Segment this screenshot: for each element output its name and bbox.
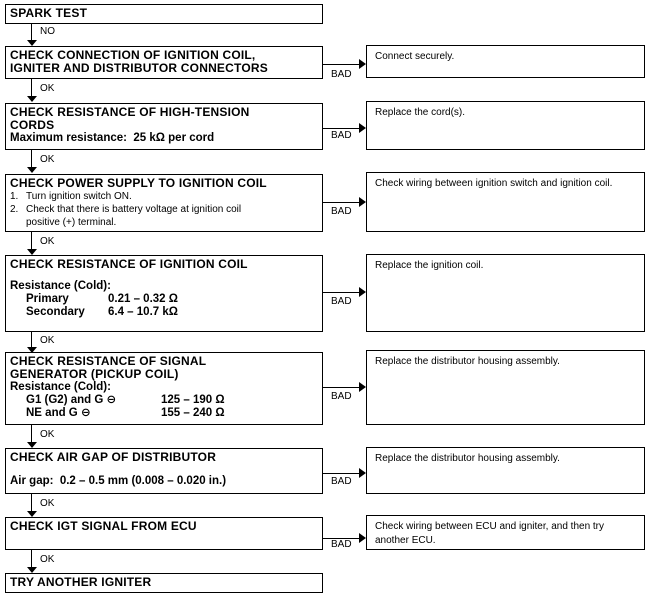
try-another-igniter-box bbox=[5, 573, 323, 593]
ok-label: OK bbox=[40, 335, 55, 346]
ok-label: OK bbox=[40, 154, 55, 165]
action-text: Replace the distributor housing assembly. bbox=[375, 356, 560, 367]
step-check-connection bbox=[5, 46, 323, 79]
item-text: Check that there is battery voltage at ignition coil bbox=[26, 204, 242, 215]
spec-name: NE and G ⊖ bbox=[26, 407, 91, 419]
action-box bbox=[366, 172, 645, 232]
spec-value: 25 kΩ per cord bbox=[133, 132, 215, 144]
spec-label: Maximum resistance: bbox=[10, 132, 127, 144]
bad-connector-line bbox=[323, 292, 359, 293]
bad-label: BAD bbox=[331, 206, 352, 217]
connector-line bbox=[31, 425, 32, 442]
arrow-right-icon bbox=[359, 123, 366, 133]
step-title-line: CHECK AIR GAP OF DISTRIBUTOR bbox=[10, 450, 217, 464]
spec-name: G1 (G2) and G ⊖ bbox=[26, 394, 117, 406]
bad-connector-line bbox=[323, 128, 359, 129]
arrow-right-icon bbox=[359, 59, 366, 69]
step-check-power-supply bbox=[5, 174, 323, 232]
connector-line bbox=[31, 550, 32, 567]
spec-label: Air gap: bbox=[10, 475, 54, 487]
item-number: 2. bbox=[10, 204, 19, 215]
arrow-right-icon bbox=[359, 468, 366, 478]
bad-label: BAD bbox=[331, 476, 352, 487]
item-text: Turn ignition switch ON. bbox=[26, 191, 132, 202]
step-title-line: CHECK RESISTANCE OF SIGNAL bbox=[10, 354, 207, 368]
arrow-right-icon bbox=[359, 382, 366, 392]
spec-value: 0.2 – 0.5 mm (0.008 – 0.020 in.) bbox=[59, 475, 227, 487]
connector-line bbox=[31, 150, 32, 167]
spec-value: 6.4 – 10.7 kΩ bbox=[108, 306, 178, 318]
bad-connector-line bbox=[323, 387, 359, 388]
spec-value: 155 – 240 Ω bbox=[161, 407, 225, 419]
arrow-right-icon bbox=[359, 533, 366, 543]
spark-test-box bbox=[5, 4, 323, 24]
step-title-line: CHECK POWER SUPPLY TO IGNITION COIL bbox=[10, 176, 267, 190]
step-title-line: GENERATOR (PICKUP COIL) bbox=[10, 367, 179, 381]
step-title-line: CORDS bbox=[10, 118, 55, 132]
ok-label: OK bbox=[40, 429, 55, 440]
ok-label: OK bbox=[40, 83, 55, 94]
bad-connector-line bbox=[323, 64, 359, 65]
spark-test-title: SPARK TEST bbox=[10, 6, 88, 20]
bad-label: BAD bbox=[331, 296, 352, 307]
bad-label: BAD bbox=[331, 539, 352, 550]
step-check-igt-signal bbox=[5, 517, 323, 550]
spec-value: 0.21 – 0.32 Ω bbox=[108, 293, 178, 305]
action-text: Replace the distributor housing assembly. bbox=[375, 453, 560, 464]
action-text: Replace the ignition coil. bbox=[375, 260, 484, 271]
step-title-line: CHECK CONNECTION OF IGNITION COIL, bbox=[10, 48, 256, 62]
spec-heading: Resistance (Cold): bbox=[10, 280, 111, 292]
arrow-down-icon bbox=[27, 96, 37, 102]
step-title-line: IGNITER AND DISTRIBUTOR CONNECTORS bbox=[10, 61, 268, 75]
action-box bbox=[366, 350, 645, 425]
end-title: TRY ANOTHER IGNITER bbox=[10, 575, 152, 589]
step-title-line: CHECK RESISTANCE OF IGNITION COIL bbox=[10, 257, 248, 271]
action-text: Connect securely. bbox=[375, 51, 455, 62]
action-box bbox=[366, 45, 645, 78]
connector-line bbox=[31, 494, 32, 511]
step-check-ignition-coil-resistance bbox=[5, 255, 323, 332]
spec-name: Secondary bbox=[26, 306, 85, 318]
action-text: Replace the cord(s). bbox=[375, 107, 466, 118]
spec-name: Primary bbox=[26, 293, 69, 305]
action-box bbox=[366, 447, 645, 494]
action-text: Check wiring between ECU and igniter, and then try another ECU. bbox=[375, 521, 605, 546]
bad-connector-line bbox=[323, 473, 359, 474]
bad-label: BAD bbox=[331, 130, 352, 141]
step-title-line: CHECK IGT SIGNAL FROM ECU bbox=[10, 519, 197, 533]
item-number: 1. bbox=[10, 191, 19, 202]
action-box bbox=[366, 515, 645, 550]
connector-line bbox=[31, 332, 32, 348]
ok-label: OK bbox=[40, 554, 55, 565]
arrow-right-icon bbox=[359, 287, 366, 297]
no-label: NO bbox=[40, 26, 55, 37]
bad-label: BAD bbox=[331, 391, 352, 402]
connector-line bbox=[31, 79, 32, 96]
connector-line bbox=[31, 232, 32, 249]
bad-label: BAD bbox=[331, 69, 352, 80]
spec-value: 125 – 190 Ω bbox=[161, 394, 225, 406]
step-title-line: CHECK RESISTANCE OF HIGH-TENSION bbox=[10, 105, 250, 119]
bad-connector-line bbox=[323, 202, 359, 203]
ok-label: OK bbox=[40, 236, 55, 247]
step-check-signal-generator bbox=[5, 352, 323, 425]
action-box bbox=[366, 101, 645, 150]
connector-line bbox=[31, 24, 32, 40]
action-text: Check wiring between ignition switch and ignition coil. bbox=[375, 178, 613, 189]
spec-heading: Resistance (Cold): bbox=[10, 381, 111, 393]
action-box bbox=[366, 254, 645, 332]
arrow-right-icon bbox=[359, 197, 366, 207]
step-check-hightension-cords bbox=[5, 103, 323, 150]
ok-label: OK bbox=[40, 498, 55, 509]
arrow-down-icon bbox=[27, 167, 37, 173]
item-text-continued: positive (+) terminal. bbox=[26, 217, 117, 228]
step-check-air-gap bbox=[5, 448, 323, 494]
